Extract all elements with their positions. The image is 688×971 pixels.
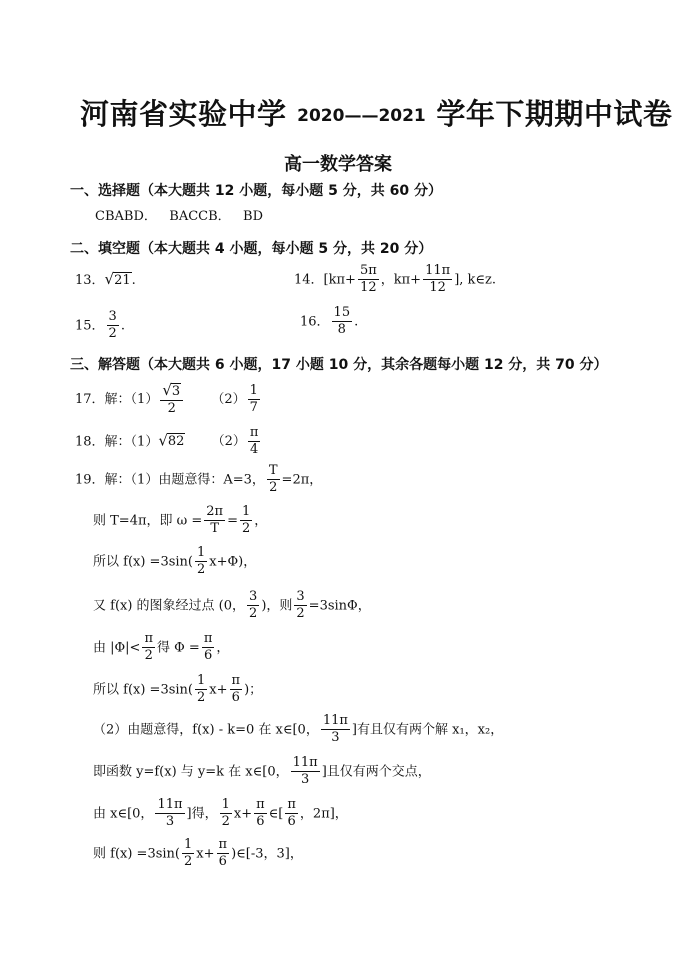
- fraction: $\frac{1}{2}$: [184, 837, 193, 870]
- fraction: $\frac{1}{2}$: [242, 504, 251, 537]
- fraction: $\frac{11\pi}{3}$: [322, 713, 348, 746]
- answer-17: 17．解：（1） $\frac{√3}{2}$ （2） $\frac{1}{7}$: [75, 381, 258, 417]
- answer-19-line-4: 又 f(x) 的图象经过点 (0， $\frac{3}{2}$ )，则 $\frac{3}{2}$ =3sinΦ，: [93, 589, 371, 622]
- fraction: $\frac{\pi}{6}$: [218, 837, 228, 870]
- title-term: 学年下期期中试卷: [436, 97, 673, 131]
- fraction: $\frac{\pi}{4}$: [249, 425, 259, 458]
- fraction: $\frac{\pi}{2}$: [144, 631, 153, 664]
- choice-answers: CBABD． BACCB． BD: [95, 209, 264, 224]
- answer-19-line-2: 则 T=4π，即 ω = $\frac{2\pi}{T}$ = $\frac{1}{2}$ ，: [93, 504, 268, 537]
- fraction: $\frac{3}{2}$: [108, 309, 117, 342]
- fraction: $\frac{\pi}{6}$: [203, 631, 213, 664]
- fraction: $\frac{\pi}{6}$: [231, 673, 241, 706]
- answer-13: 13．√21.: [75, 270, 136, 288]
- answer-14: 14．[kπ+ $\frac{5\pi}{12}$ ，kπ+ $\frac{11\pi}{12}$ ], k∈z.: [294, 263, 497, 296]
- section-fill-heading: 二、填空题（本大题共 4 小题，每小题 5 分，共 20 分）: [70, 241, 433, 257]
- fraction: $\frac{1}{2}$: [197, 545, 206, 578]
- fraction: $\frac{1}{7}$: [249, 382, 258, 415]
- fraction: $\frac{11\pi}{12}$: [425, 263, 451, 296]
- answer-19-line-3: 所以 f(x) =3sin( $\frac{1}{2}$ x+Φ)，: [93, 545, 257, 578]
- fraction: $\frac{\pi}{6}$: [287, 797, 296, 830]
- answer-19-line-10: 则 f(x) =3sin( $\frac{1}{2}$ x+ $\frac{\pi}{6}$ )∈[-3，3]，: [93, 837, 303, 870]
- fraction: $\frac{1}{2}$: [221, 797, 230, 830]
- fraction: $\frac{1}{2}$: [197, 673, 206, 706]
- fraction: $\frac{√3}{2}$: [160, 382, 183, 417]
- page-title: [80, 92, 672, 133]
- fraction: $\frac{2\pi}{T}$: [206, 504, 224, 537]
- answer-19-line-1: 19．解：（1）由题意得：A=3， $\frac{T}{2}$ =2π，: [75, 463, 323, 496]
- answer-19-line-8: 即函数 y=f(x) 与 y=k 在 x∈[0， $\frac{11\pi}{3}$ ]且仅有两个交点，: [93, 755, 431, 788]
- fraction: $\frac{15}{8}$: [333, 305, 351, 338]
- answer-16: 16． $\frac{15}{8}$ .: [300, 305, 359, 338]
- fraction: $\frac{3}{2}$: [296, 589, 305, 622]
- answer-19-line-5: 由 |Φ|< $\frac{\pi}{2}$ 得 Φ = $\frac{\pi}{6}$ ，: [93, 631, 230, 664]
- fraction: $\frac{11\pi}{3}$: [292, 755, 318, 788]
- section-solution-heading: 三、解答题（本大题共 6 小题，17 小题 10 分，其余各题每小题 12 分，共 70 分）: [70, 357, 608, 373]
- fraction: $\frac{11\pi}{3}$: [157, 797, 183, 830]
- fraction: $\frac{\pi}{6}$: [256, 797, 265, 830]
- answer-18: 18．解：（1）√82 （2） $\frac{\pi}{4}$: [75, 425, 259, 458]
- section-choice-heading: 一、选择题（本大题共 12 小题，每小题 5 分，共 60 分）: [70, 183, 442, 199]
- fraction: $\frac{5\pi}{12}$: [359, 263, 377, 296]
- title-school: 河南省实验中学: [80, 97, 287, 131]
- page-subtitle: 高一数学答案: [284, 154, 392, 175]
- answer-19-line-9: 由 x∈[0， $\frac{11\pi}{3}$ ]得， $\frac{1}{2}$ x+ $\frac{\pi}{6}$ ∈[ $\frac{\pi}{6}$ ，2π]，: [93, 797, 348, 830]
- answer-19-line-7: （2）由题意得，f(x) - k=0 在 x∈[0， $\frac{11\pi}{3}$ ]有且仅有两个解 x₁，x₂，: [93, 713, 504, 746]
- title-year: 2020——2021: [297, 106, 426, 126]
- fraction: $\frac{T}{2}$: [268, 463, 278, 496]
- answer-19-line-6: 所以 f(x) =3sin( $\frac{1}{2}$ x+ $\frac{\pi}{6}$ )；: [93, 673, 263, 706]
- answer-15: 15． $\frac{3}{2}$ .: [75, 309, 125, 342]
- fraction: $\frac{3}{2}$: [249, 589, 258, 622]
